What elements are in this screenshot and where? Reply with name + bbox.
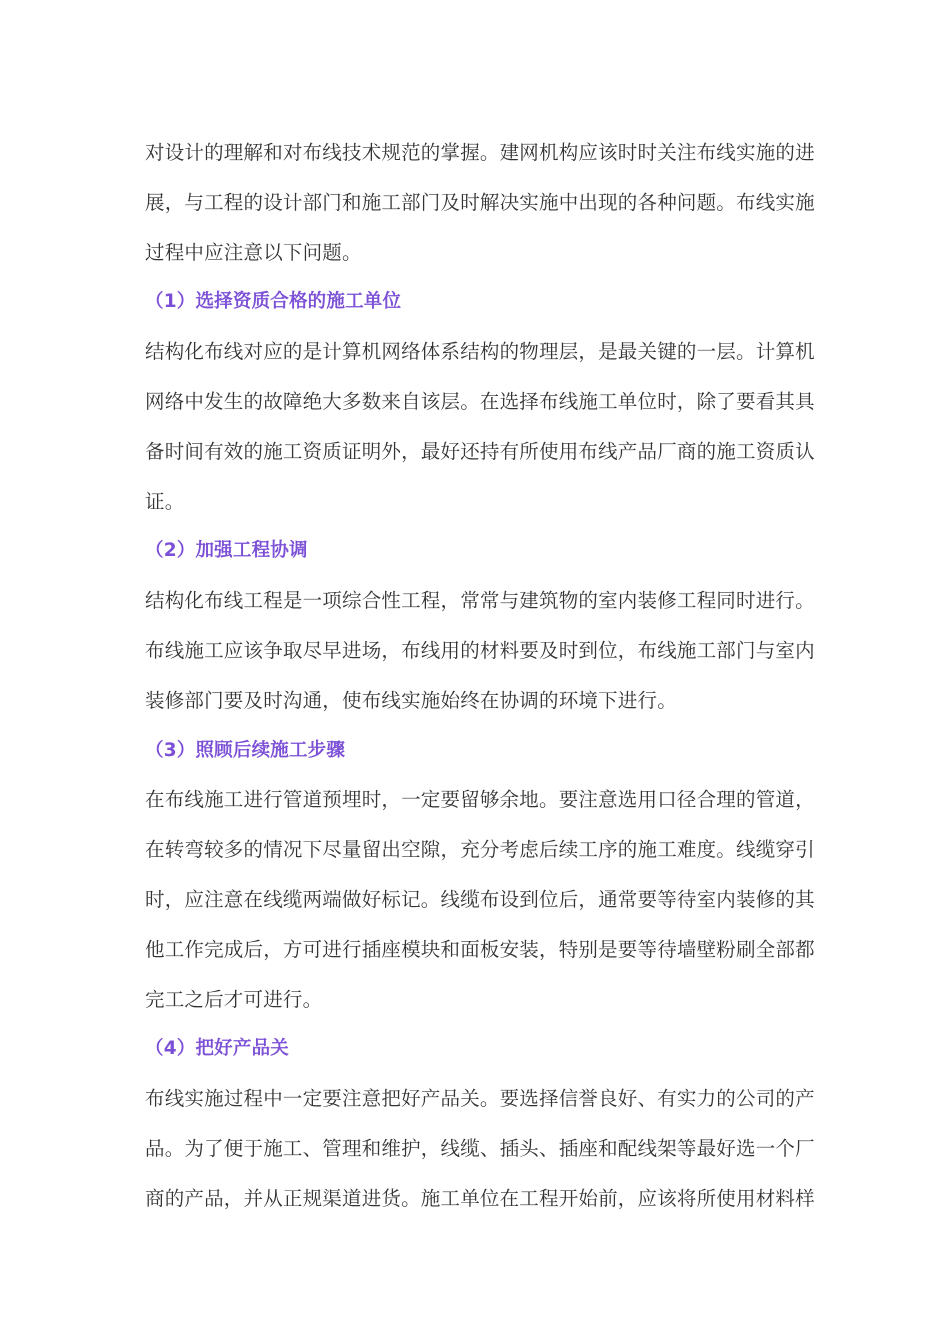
text-line: 商的产品，并从正规渠道进货。施工单位在工程开始前，应该将所使用材料样 [145, 1186, 815, 1210]
section-heading-1: （1）选择资质合格的施工单位 [145, 291, 402, 313]
text-line: 布线施工应该争取尽早进场，布线用的材料要及时到位，布线施工部门与室内 [145, 638, 815, 662]
paragraph-section-3 [145, 775, 815, 1024]
text-line: 过程中应注意以下问题。 [145, 240, 362, 264]
text-line: 展，与工程的设计部门和施工部门及时解决实施中出现的各种问题。布线实施 [145, 190, 815, 214]
text-line: 在转弯较多的情况下尽量留出空隙，充分考虑后续工序的施工难度。线缆穿引 [145, 838, 815, 862]
text-line: 结构化布线对应的是计算机网络体系结构的物理层，是最关键的一层。计算机 [145, 340, 815, 364]
text-line: 完工之后才可进行。 [145, 987, 323, 1011]
text-line: 网络中发生的故障绝大多数来自该层。在选择布线施工单位时，除了要看其具 [145, 389, 815, 413]
document-body [145, 128, 815, 1224]
paragraph-section-2 [145, 576, 815, 725]
text-line: 结构化布线工程是一项综合性工程，常常与建筑物的室内装修工程同时进行。 [145, 589, 815, 613]
text-line: 装修部门要及时沟通，使布线实施始终在协调的环境下进行。 [145, 688, 677, 712]
text-line: 品。为了便于施工、管理和维护，线缆、插头、插座和配线架等最好选一个厂 [145, 1136, 815, 1160]
text-line: 时，应注意在线缆两端做好标记。线缆布设到位后，通常要等待室内装修的其 [145, 887, 815, 911]
text-line: 布线实施过程中一定要注意把好产品关。要选择信誉良好、有实力的公司的产 [145, 1087, 815, 1111]
text-line: 证。 [145, 489, 185, 513]
paragraph-intro [145, 128, 815, 277]
paragraph-section-4 [145, 1074, 815, 1223]
section-heading-2: （2）加强工程协调 [145, 540, 308, 562]
text-line: 备时间有效的施工资质证明外，最好还持有所使用布线产品厂商的施工资质认 [145, 439, 815, 463]
section-heading-4: （4）把好产品关 [145, 1038, 289, 1060]
text-line: 在布线施工进行管道预埋时，一定要留够余地。要注意选用口径合理的管道， [145, 788, 815, 812]
text-line: 他工作完成后，方可进行插座模块和面板安装，特别是要等待墙壁粉刷全部都 [145, 937, 815, 961]
section-heading-3: （3）照顾后续施工步骤 [145, 739, 346, 761]
paragraph-section-1 [145, 327, 815, 526]
text-line: 对设计的理解和对布线技术规范的掌握。建网机构应该时时关注布线实施的进 [145, 141, 815, 164]
